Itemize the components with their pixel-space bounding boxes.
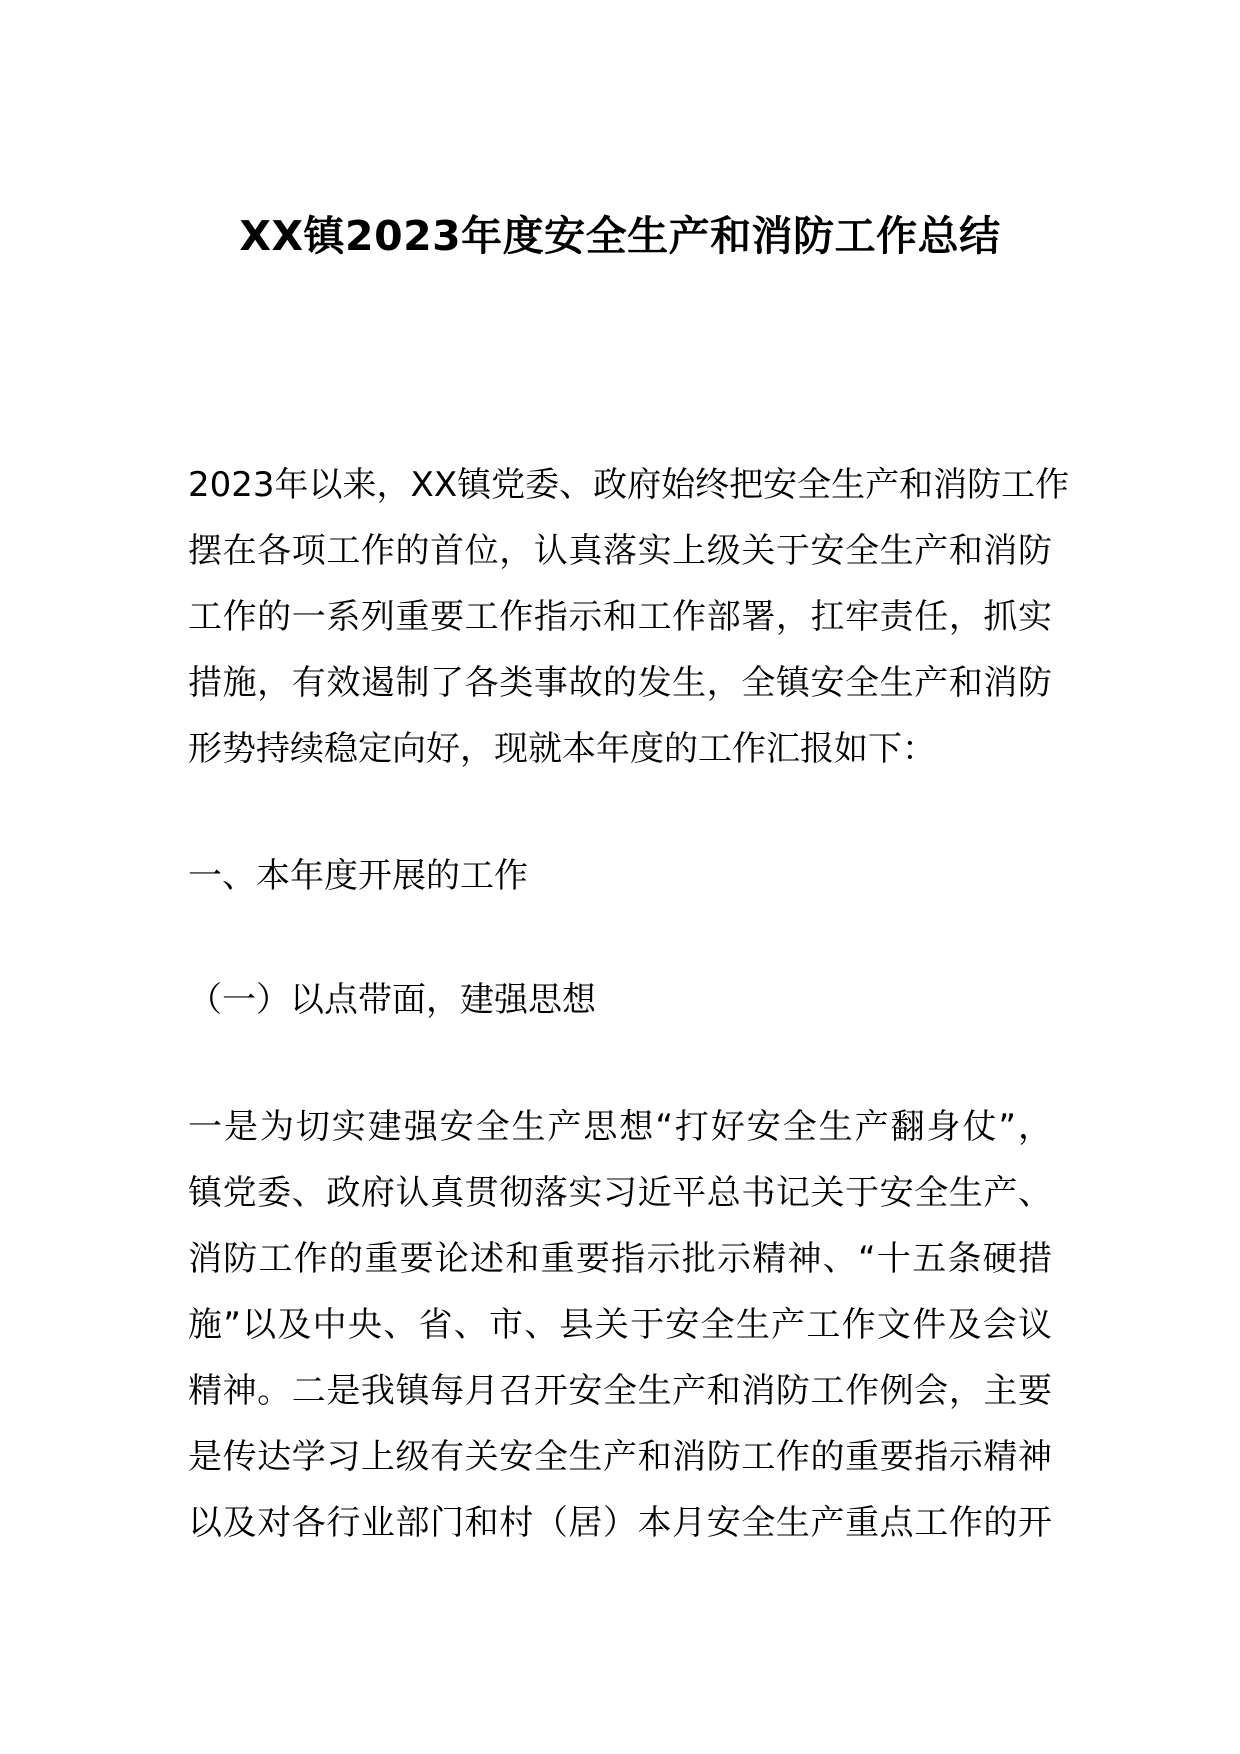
paragraph-line: 镇党委、政府认真贯彻落实习近平总书记关于安全生产、 — [188, 1173, 1052, 1213]
paragraph-line: 形势持续稳定向好，现就本年度的工作汇报如下： — [188, 729, 936, 769]
paragraph-line: 以及对各行业部门和村（居）本月安全生产重点工作的开 — [188, 1503, 1052, 1543]
heading-line: 一、本年度开展的工作 — [188, 856, 528, 896]
paragraph-line: 措施，有效遏制了各类事故的发生，全镇安全生产和消防 — [188, 663, 1052, 703]
paragraph-line: 施”以及中央、省、市、县关于安全生产工作文件及会议 — [188, 1305, 1052, 1345]
document-title: XX镇2023年度安全生产和消防工作总结 — [239, 212, 1001, 260]
paragraph-line: 工作的一系列重要工作指示和工作部署，扛牢责任，抓实 — [188, 597, 1052, 637]
paragraph-line: 2023年以来，XX镇党委、政府始终把安全生产和消防工作 — [188, 465, 1070, 505]
paragraph-line: 一是为切实建强安全生产思想“打好安全生产翻身仗”， — [188, 1107, 1052, 1147]
paragraph-line: 摆在各项工作的首位，认真落实上级关于安全生产和消防 — [188, 531, 1052, 571]
paragraph-line: 消防工作的重要论述和重要指示批示精神、“十五条硬措 — [188, 1239, 1052, 1279]
paragraph-line: 是传达学习上级有关安全生产和消防工作的重要指示精神 — [188, 1437, 1052, 1477]
heading-line: （一）以点带面，建强思想 — [188, 980, 596, 1020]
paragraph-line: 精神。二是我镇每月召开安全生产和消防工作例会，主要 — [188, 1371, 1052, 1411]
